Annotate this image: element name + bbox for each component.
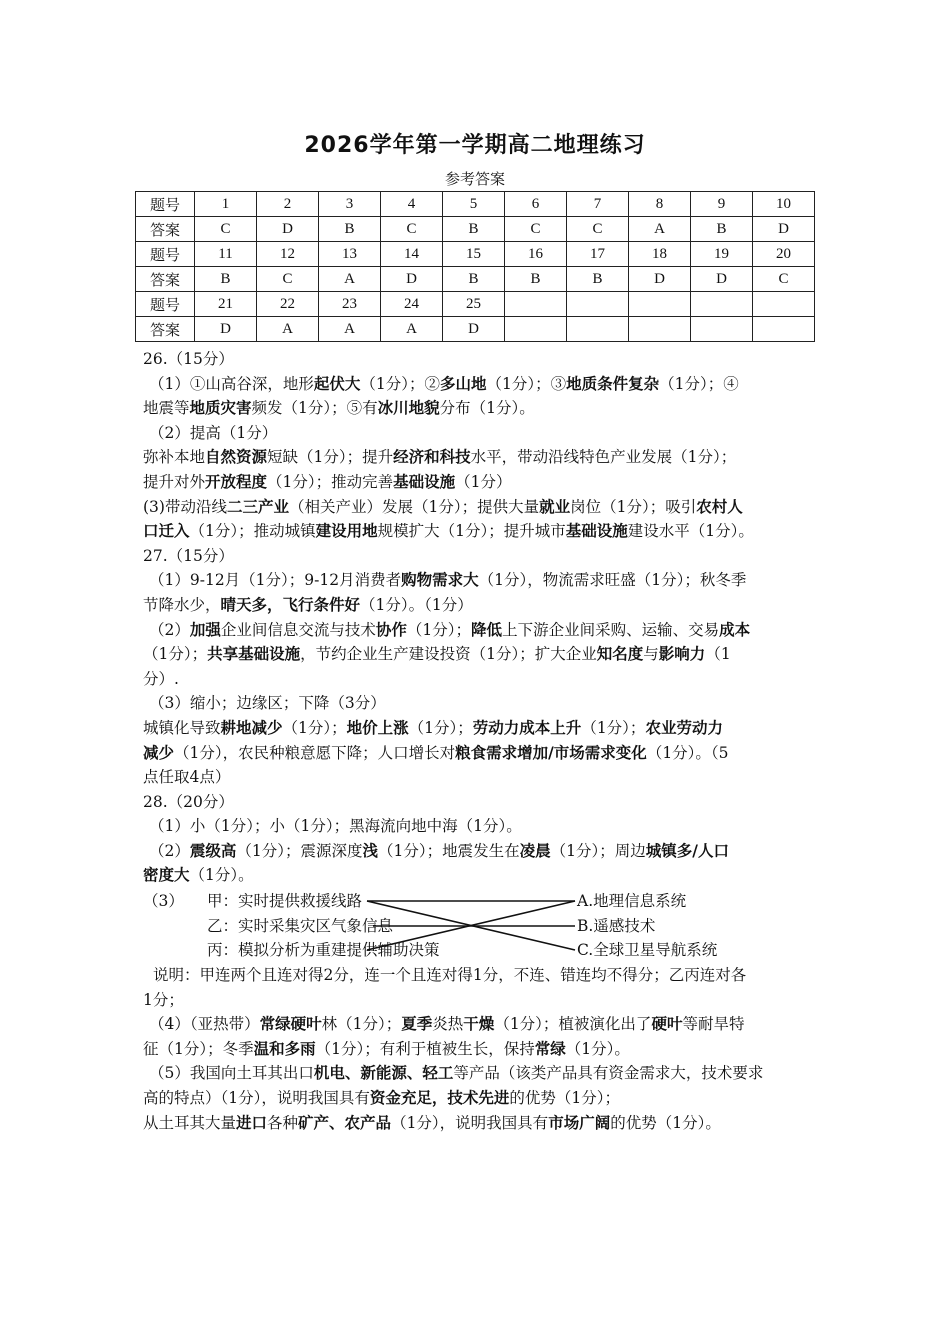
- table-cell: A: [629, 217, 691, 242]
- table-cell: 23: [319, 292, 381, 317]
- table-row: [136, 217, 815, 242]
- q28-part1: （1）小（1分）；小（1分）；黑海流向地中海（1分）。: [149, 817, 522, 836]
- q26-part3-line2: 口迁入（1分）；推动城镇建设用地规模扩大（1分）；提升城市基础设施建设水平（1分）。: [143, 521, 754, 541]
- table-cell: [505, 292, 567, 317]
- table-cell: B: [443, 217, 505, 242]
- table-cell: D: [443, 317, 505, 342]
- table-cell: [567, 317, 629, 342]
- table-cell: 3: [319, 192, 381, 217]
- table-cell: [567, 292, 629, 317]
- table-row: [136, 292, 815, 317]
- table-cell: D: [195, 317, 257, 342]
- matching-lines: [365, 889, 577, 963]
- table-cell: A: [381, 317, 443, 342]
- table-cell: C: [195, 217, 257, 242]
- table-cell: 9: [691, 192, 753, 217]
- table-cell: A: [319, 317, 381, 342]
- scoring-note-line2: 1分；: [143, 990, 184, 1009]
- answer-table: [135, 191, 815, 342]
- table-cell: 4: [381, 192, 443, 217]
- table-row-header: 答案: [136, 267, 195, 292]
- q26-part2-line1: 弥补本地自然资源短缺（1分）；提升经济和科技水平，带动沿线特色产业发展（1分）；: [143, 447, 737, 467]
- q28-part5-line3: 从土耳其大量进口各种矿产、农产品（1分），说明我国具有市场广阔的优势（1分）。: [143, 1112, 721, 1132]
- table-cell: 10: [753, 192, 815, 217]
- table-cell: D: [257, 217, 319, 242]
- q26-part1-line2: 地震等地质灾害频发（1分）；⑤有冰川地貌分布（1分）。: [143, 398, 535, 418]
- match-left-jia: 甲：实时提供救援线路: [207, 892, 363, 911]
- table-cell: 1: [195, 192, 257, 217]
- table-cell: 21: [195, 292, 257, 317]
- table-cell: D: [629, 267, 691, 292]
- q26-part1-line1: （1）①山高谷深，地形起伏大（1分）；②多山地（1分）；③地质条件复杂（1分）；④: [149, 373, 739, 393]
- table-cell: 8: [629, 192, 691, 217]
- answer-content: [143, 347, 811, 1135]
- table-cell: B: [319, 217, 381, 242]
- table-cell: [691, 292, 753, 317]
- matching-right-column: [577, 889, 717, 963]
- q27-part1-line2: 节降水少，晴天多，飞行条件好（1分）。（1分）: [143, 594, 473, 614]
- q27-part2-line1: （2）加强企业间信息交流与技术协作（1分）；降低上下游企业间采购、运输、交易成本: [149, 619, 751, 639]
- table-cell: [691, 317, 753, 342]
- table-cell: 13: [319, 242, 381, 267]
- table-cell: C: [567, 217, 629, 242]
- table-cell: 15: [443, 242, 505, 267]
- table-row-header: 答案: [136, 317, 195, 342]
- match-right-a: A.地理信息系统: [577, 892, 687, 911]
- table-cell: C: [753, 267, 815, 292]
- match-left-bing: 丙：模拟分析为重建提供辅助决策: [207, 941, 440, 960]
- table-cell: 18: [629, 242, 691, 267]
- q27-part1-line1: （1）9-12月（1分）；9-12月消费者购物需求大（1分），物流需求旺盛（1分）；秋冬季: [149, 570, 747, 590]
- q27-heading: 27.（15分）: [143, 546, 234, 565]
- table-row: [136, 192, 815, 217]
- q27-part3: （3）缩小；边缘区；下降（3分）: [149, 694, 386, 713]
- table-row-header: 答案: [136, 217, 195, 242]
- q28-part5-line1: （5）我国向土耳其出口机电、新能源、轻工等产品（该类产品具有资金需求大，技术要求: [149, 1063, 764, 1083]
- table-cell: 24: [381, 292, 443, 317]
- table-cell: B: [195, 267, 257, 292]
- table-cell: [629, 292, 691, 317]
- table-row-header: 题号: [136, 242, 195, 267]
- table-cell: 5: [443, 192, 505, 217]
- table-cell: D: [753, 217, 815, 242]
- q28-part3-label: （3）: [143, 892, 184, 911]
- table-cell: 16: [505, 242, 567, 267]
- table-cell: B: [691, 217, 753, 242]
- table-cell: 14: [381, 242, 443, 267]
- q28-heading: 28.（20分）: [143, 792, 234, 811]
- match-right-b: B.遥感技术: [577, 916, 656, 935]
- table-cell: 12: [257, 242, 319, 267]
- page-title: 2026学年第一学期高二地理练习: [304, 133, 646, 158]
- table-cell: C: [381, 217, 443, 242]
- table-cell: A: [319, 267, 381, 292]
- table-cell: A: [257, 317, 319, 342]
- table-cell: C: [505, 217, 567, 242]
- table-cell: C: [257, 267, 319, 292]
- q27-part2-line3: 分）.: [143, 669, 179, 688]
- table-cell: [629, 317, 691, 342]
- q28-part2-line2: 密度大（1分）。: [143, 865, 254, 885]
- table-cell: 19: [691, 242, 753, 267]
- table-row-header: 题号: [136, 192, 195, 217]
- table-cell: 22: [257, 292, 319, 317]
- q26-part2-line2: 提升对外开放程度（1分）；推动完善基础设施（1分）: [143, 471, 512, 491]
- q28-part4-line1: （4）（亚热带）常绿硬叶林（1分）；夏季炎热干燥（1分）；植被演化出了硬叶等耐旱特: [149, 1014, 745, 1034]
- q27-part3-line3: 点任取4点）: [143, 768, 231, 787]
- table-cell: [753, 317, 815, 342]
- scoring-note-line1: 说明：甲连两个且连对得2分，连一个且连对得1分，不连、错连均不得分；乙丙连对各: [153, 966, 747, 985]
- table-cell: [505, 317, 567, 342]
- table-cell: D: [381, 267, 443, 292]
- table-row: [136, 317, 815, 342]
- table-cell: 6: [505, 192, 567, 217]
- table-cell: 17: [567, 242, 629, 267]
- table-cell: D: [691, 267, 753, 292]
- matching-diagram: [143, 889, 811, 963]
- table-cell: 2: [257, 192, 319, 217]
- q27-part3-line1: 城镇化导致耕地减少（1分）；地价上涨（1分）；劳动力成本上升（1分）；农业劳动力: [143, 717, 723, 737]
- q26-part3-line1: (3)带动沿线二三产业（相关产业）发展（1分）；提供大量就业岗位（1分）；吸引农村人: [143, 496, 743, 516]
- q27-part2-line2: （1分）；共享基础设施，节约企业生产建设投资（1分）；扩大企业知名度与影响力（1: [143, 644, 731, 664]
- table-cell: 20: [753, 242, 815, 267]
- q26-part2: （2）提高（1分）: [149, 423, 278, 442]
- match-right-c: C.全球卫星导航系统: [577, 941, 718, 960]
- table-cell: 11: [195, 242, 257, 267]
- q26-heading: 26.（15分）: [143, 350, 234, 368]
- table-row: [136, 267, 815, 292]
- q28-part4-line2: 征（1分）；冬季温和多雨（1分）；有利于植被生长，保持常绿（1分）。: [143, 1038, 630, 1058]
- q27-part3-line2: 减少（1分），农民种粮意愿下降；人口增长对粮食需求增加/市场需求变化（1分）。（5: [143, 742, 729, 762]
- table-cell: 7: [567, 192, 629, 217]
- q28-part2-line1: （2）震级高（1分）；震源深度浅（1分）；地震发生在凌晨（1分）；周边城镇多/人口: [149, 840, 729, 860]
- table-cell: 25: [443, 292, 505, 317]
- table-cell: B: [505, 267, 567, 292]
- table-cell: [753, 292, 815, 317]
- table-cell: B: [443, 267, 505, 292]
- page-subtitle: 参考答案: [444, 170, 505, 188]
- table-cell: B: [567, 267, 629, 292]
- q28-part5-line2: 高的特点）（1分），说明我国具有资金充足，技术先进的优势（1分）；: [143, 1088, 621, 1108]
- table-row: [136, 242, 815, 267]
- table-row-header: 题号: [136, 292, 195, 317]
- match-left-yi: 乙：实时采集灾区气象信息: [207, 916, 394, 935]
